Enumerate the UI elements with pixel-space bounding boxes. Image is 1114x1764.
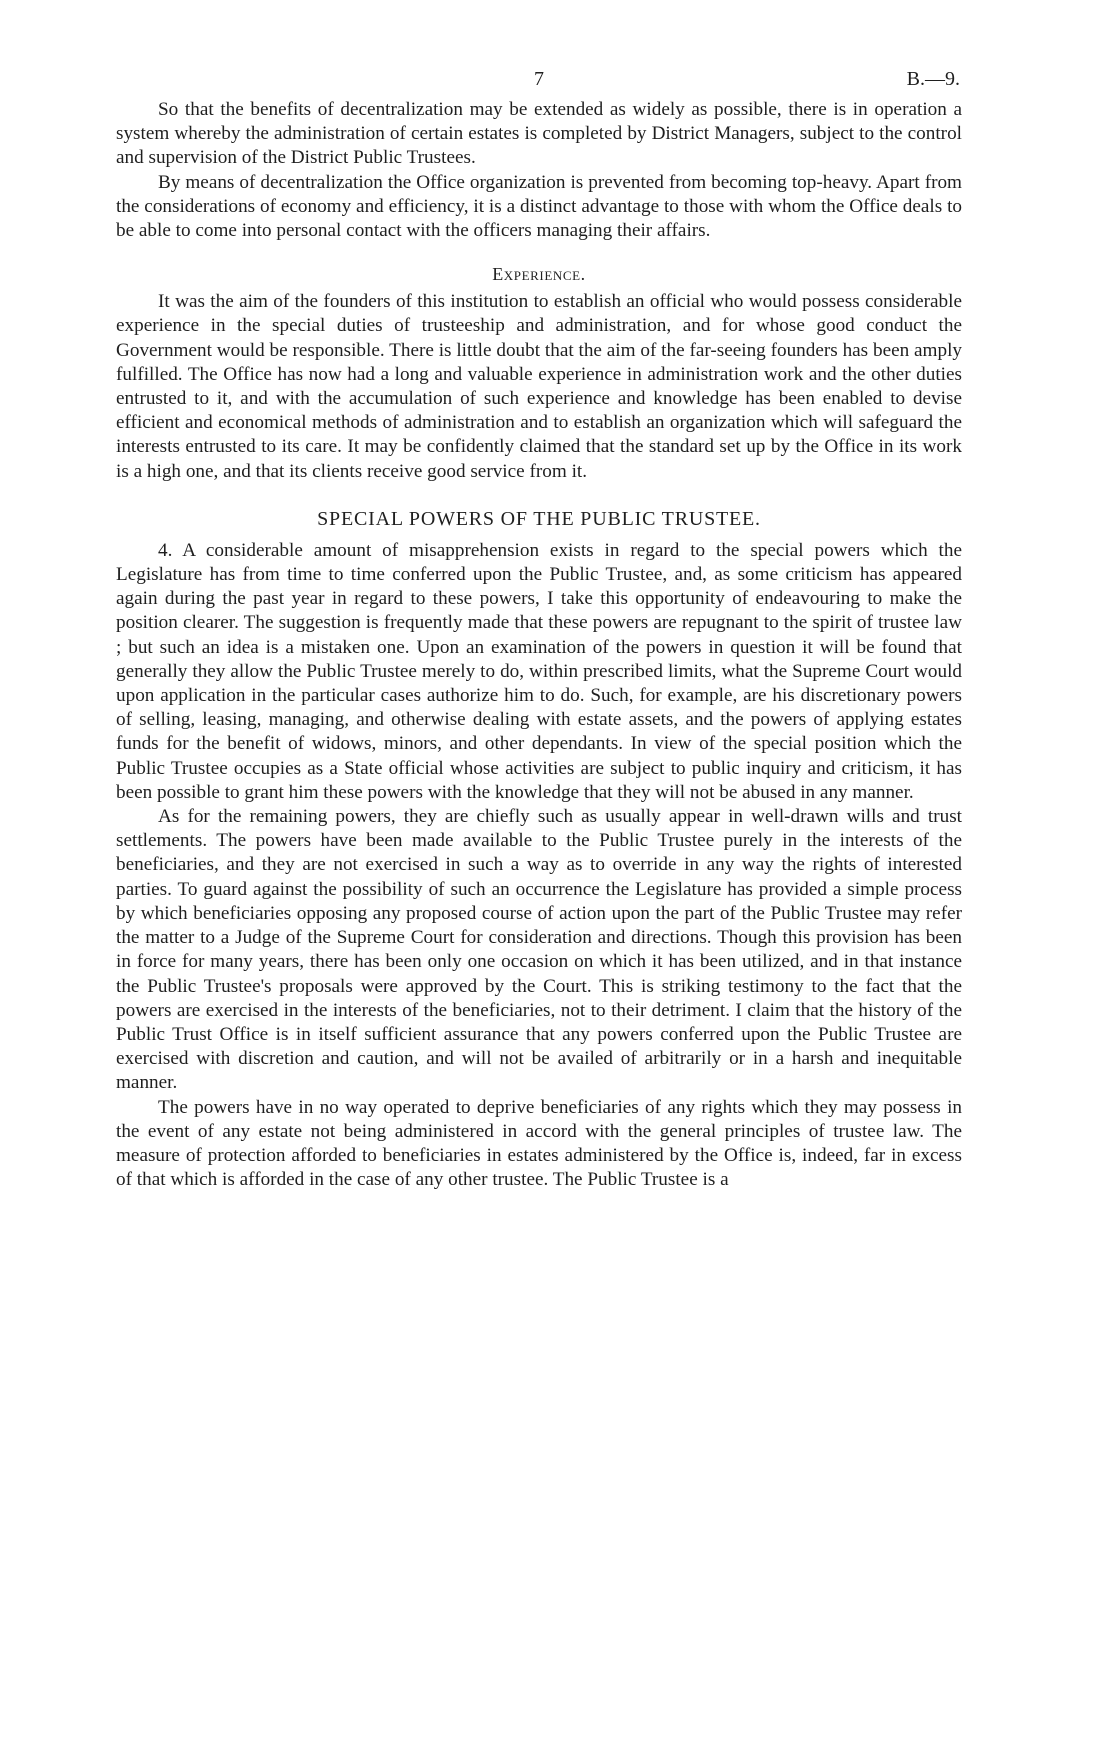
experience-section xyxy=(116,264,962,484)
section-heading: SPECIAL POWERS OF THE PUBLIC TRUSTEE. xyxy=(317,507,761,530)
page-header xyxy=(116,62,962,98)
section-subheading: Experience. xyxy=(492,264,586,285)
paragraph: So that the benefits of decentralization may be extended as widely as possible, there is in operation a system whereby the administration of certain estates is completed by District Managers, subject to the control and supervision of the District Public Trustees. xyxy=(116,99,962,169)
paragraph: The powers have in no way operated to deprive beneficiaries of any rights which they may possess in the event of any estate not being administered in accord with the general principles of trustee law. The measure of protection afforded to beneficiaries in estates administered by the Office is, indeed, far in excess of that which is afforded in the case of any other trustee. The Public Trustee is a xyxy=(116,1096,962,1191)
special-powers-section xyxy=(116,508,962,1192)
document-page xyxy=(116,62,962,1192)
paragraph: By means of decentralization the Office organization is prevented from becoming top-heavy. Apart from the considerations of economy and efficiency, it is a distinct advantage to those with whom the Office deals to be able to come into personal contact with the officers managing their affairs. xyxy=(116,171,962,242)
paragraph: 4. A considerable amount of misapprehension exists in regard to the special powers which the Legislature has from time to time conferred upon the Public Trustee, and, as some criticism has appeared again during the past year in regard to these powers, I take this opportunity of endeavouring to make the position clearer. The suggestion is frequently made that these powers are repugnant to the spirit of trustee law ; but such an idea is a mistaken one. Upon an examination of the powers in question it will be found that generally they allow the Public Trustee merely to do, within prescribed limits, what the Supreme Court would upon application in the particular cases authorize him to do. Such, for example, are his discretionary powers of selling, leasing, managing, and otherwise dealing with estate assets, and the powers of applying estates funds for the benefit of widows, minors, and other dependants. In view of the special position which the Public Trustee occupies as a State official whose activities are subject to public inquiry and criticism, it has been possible to grant him these powers with the knowledge that they will not be abused in any manner. xyxy=(116,539,962,803)
paragraph: It was the aim of the founders of this institution to establish an official who would possess considerable experience in the special duties of trusteeship and administration, and for whose good conduct the Government would be responsible. There is little doubt that the aim of the far-seeing founders has been amply fulfilled. The Office has now had a long and valuable experience in administration work and the other duties entrusted to it, and with the accumulation of such experience and knowledge has been enabled to devise efficient and economical methods of administration and to establish an organization which will safeguard the interests entrusted to its care. It may be confidently claimed that the standard set up by the Office in its work is a high one, and that its clients receive good service from it. xyxy=(116,291,962,482)
document-reference: B.—9. xyxy=(906,68,960,90)
intro-section xyxy=(116,98,962,243)
paragraph: As for the remaining powers, they are chiefly such as usually appear in well-drawn wills and trust settlements. The powers have been made available to the Public Trustee purely in the interests of the beneficiaries, and they are not exercised in such a way as to override in any way the rights of interested parties. To guard against the possibility of such an occurrence the Legislature has provided a simple process by which beneficiaries opposing any proposed course of action upon the part of the Public Trustee may refer the matter to a Judge of the Supreme Court for consideration and directions. Though this provision has been in force for many years, there has been only one occasion on which it has been utilized, and in that instance the Public Trustee's proposals were approved by the Court. This is striking testimony to the fact that the powers are exercised in the interests of the beneficiaries, not to their detriment. I claim that the history of the Public Trust Office is in itself sufficient assurance that any powers conferred upon the Public Trustee are exercised with discretion and caution, and will not be availed of arbitrarily or in a harsh and inequitable manner. xyxy=(116,806,962,1094)
page-number: 7 xyxy=(534,68,544,90)
